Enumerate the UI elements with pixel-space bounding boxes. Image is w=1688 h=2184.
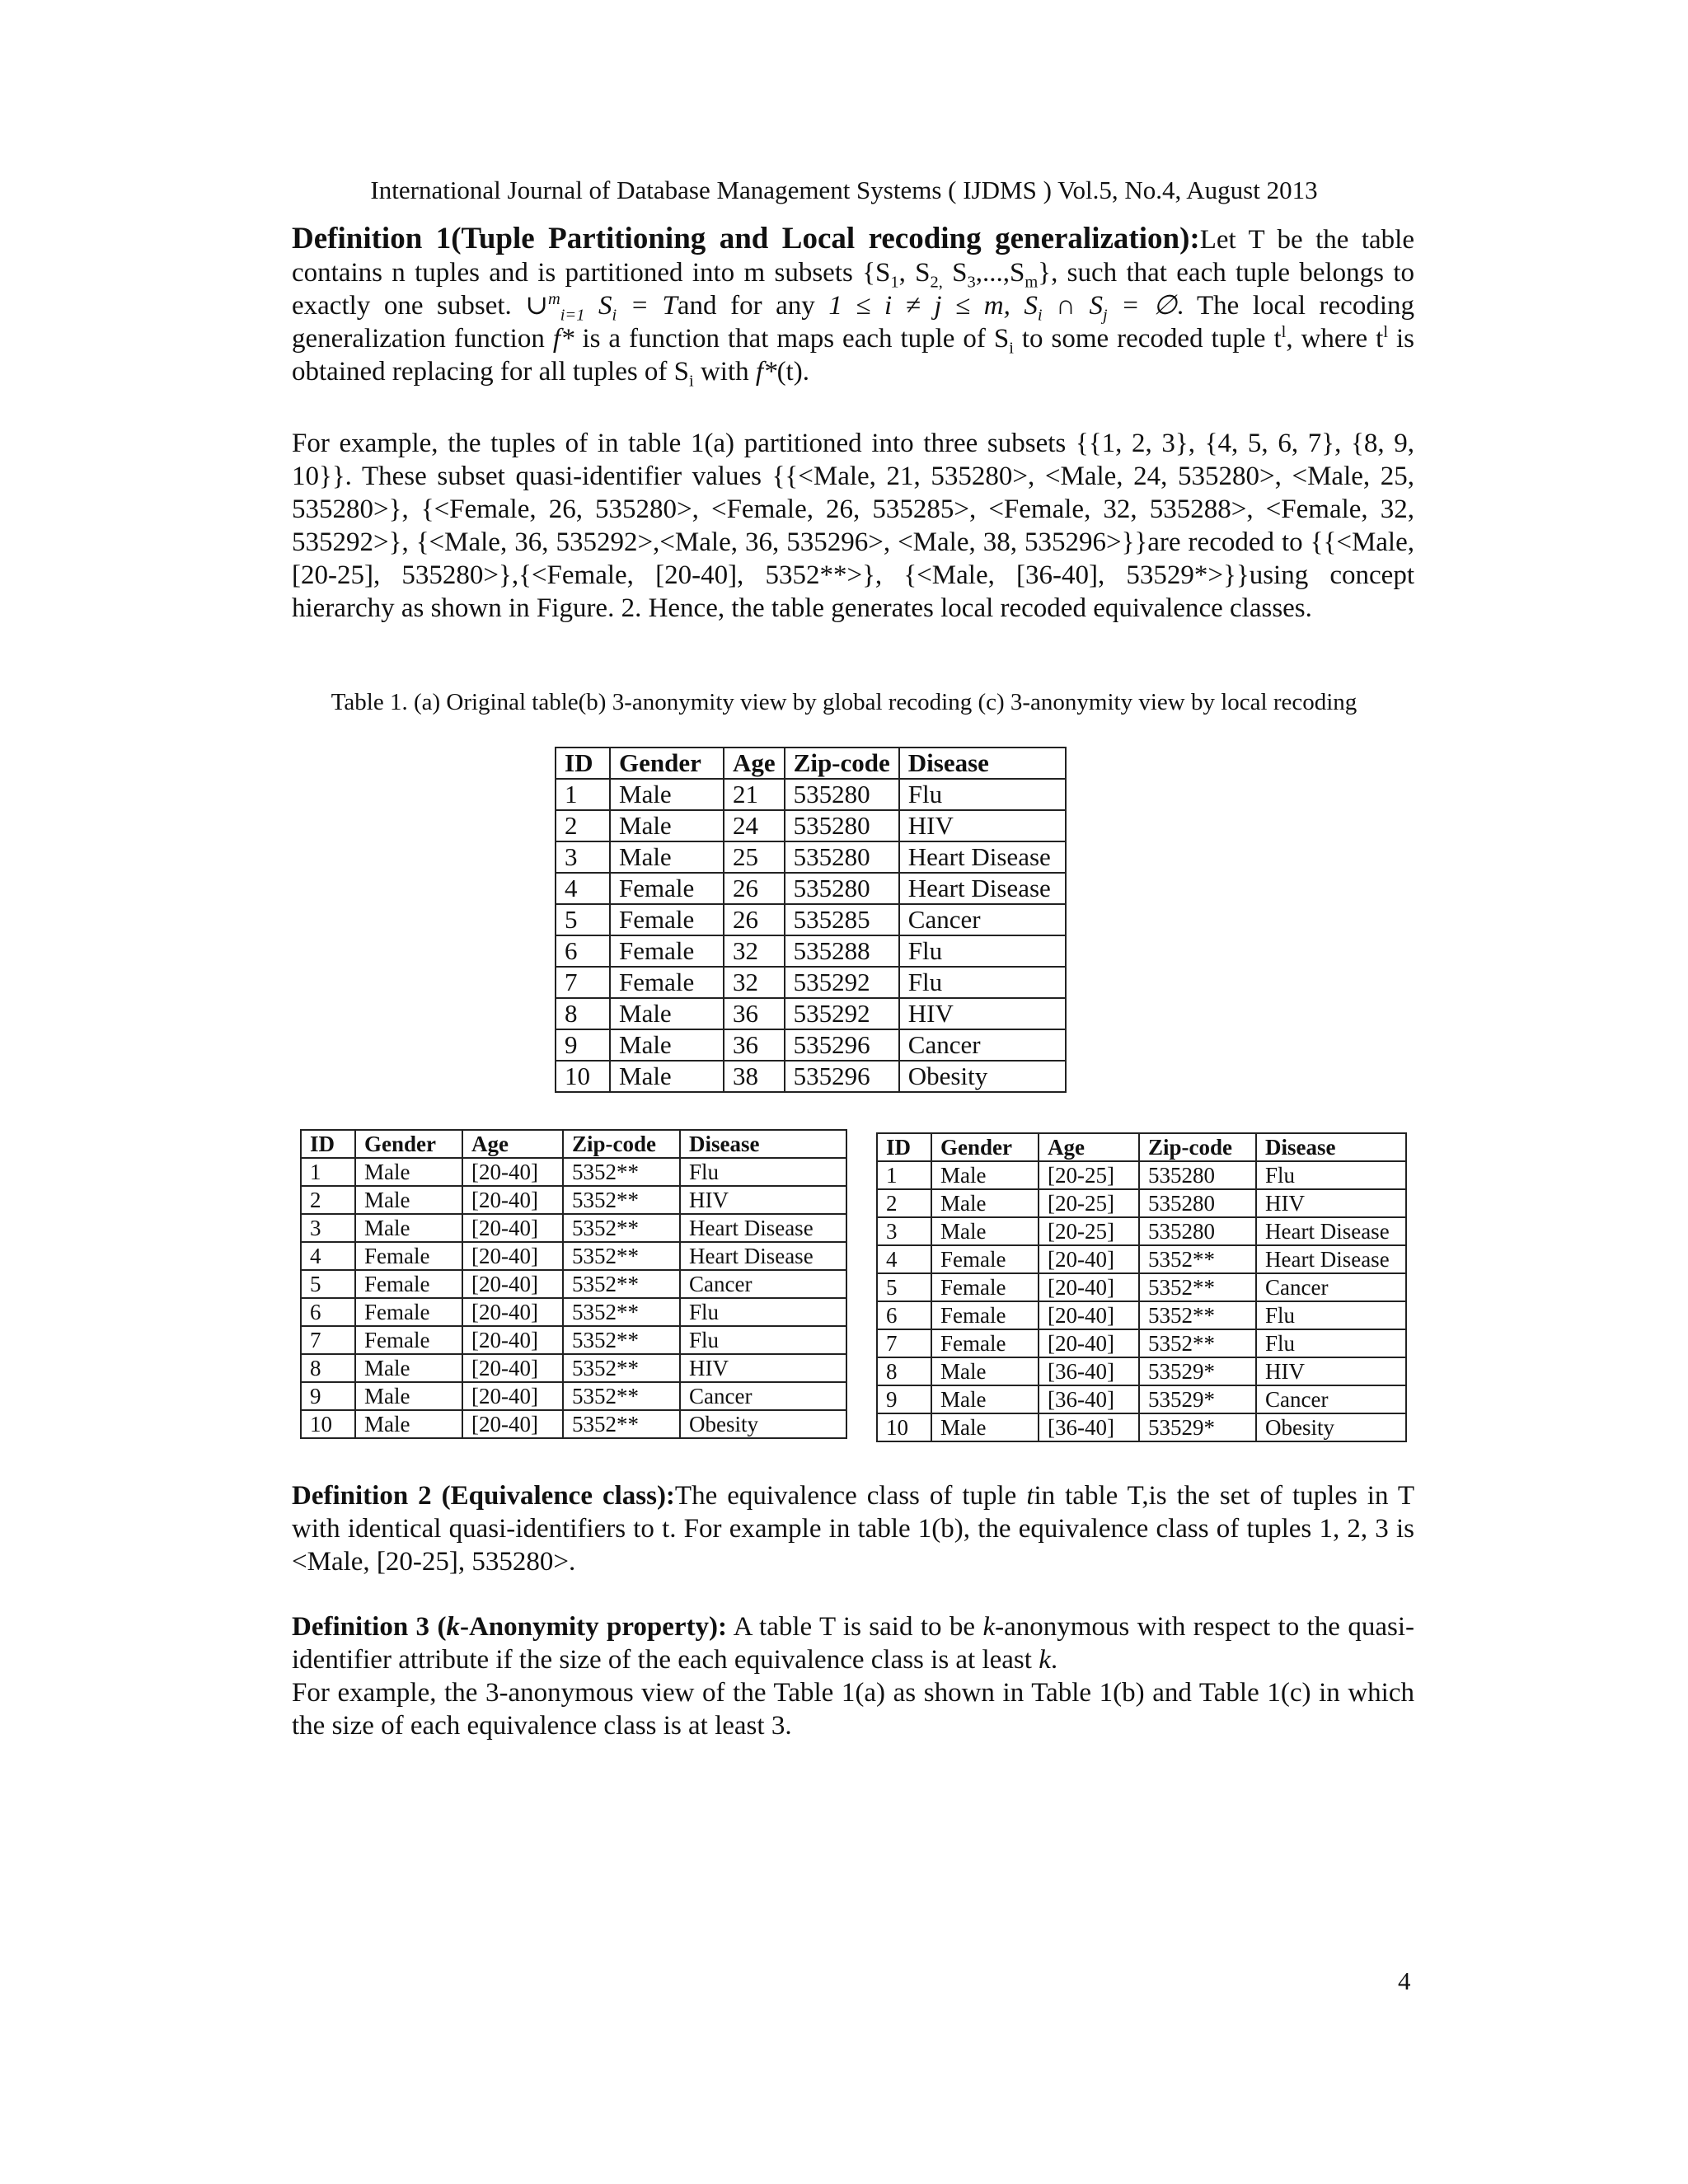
table-cell: [36-40] bbox=[1039, 1413, 1139, 1441]
table-row bbox=[877, 1329, 1406, 1357]
table-cell: [20-40] bbox=[462, 1214, 563, 1242]
table-cell: Female bbox=[931, 1273, 1039, 1301]
definition-3 bbox=[292, 1610, 1414, 1742]
table-row bbox=[301, 1186, 846, 1214]
table-row bbox=[301, 1214, 846, 1242]
table-cell: 53529* bbox=[1139, 1413, 1256, 1441]
table-row bbox=[301, 1382, 846, 1410]
table-cell: Female bbox=[355, 1298, 462, 1326]
table-cell: 4 bbox=[877, 1245, 931, 1273]
table-row bbox=[556, 967, 1066, 998]
table-cell: 3 bbox=[877, 1217, 931, 1245]
table-cell: 25 bbox=[724, 841, 785, 873]
table-cell: 535280 bbox=[1139, 1161, 1256, 1189]
table-cell: Cancer bbox=[680, 1270, 846, 1298]
table-cell: Female bbox=[931, 1329, 1039, 1357]
table-cell: HIV bbox=[899, 810, 1066, 841]
table-header-row bbox=[301, 1130, 846, 1158]
table-cell: Male bbox=[931, 1217, 1039, 1245]
table-cell: [20-40] bbox=[462, 1298, 563, 1326]
table-row bbox=[301, 1298, 846, 1326]
table-original bbox=[555, 747, 1067, 1093]
column-header: ID bbox=[877, 1133, 931, 1161]
table-cell: 535280 bbox=[785, 873, 899, 904]
table-cell: HIV bbox=[1256, 1357, 1406, 1385]
table-cell: 535280 bbox=[1139, 1189, 1256, 1217]
column-header: Zip-code bbox=[1139, 1133, 1256, 1161]
table-cell: Male bbox=[610, 1029, 724, 1061]
table-cell: Male bbox=[355, 1158, 462, 1186]
table-row bbox=[877, 1217, 1406, 1245]
table-cell: 1 bbox=[556, 779, 610, 810]
table-cell: 5352** bbox=[563, 1242, 680, 1270]
table-cell: [36-40] bbox=[1039, 1357, 1139, 1385]
table-cell: Flu bbox=[680, 1298, 846, 1326]
table-cell: 5352** bbox=[563, 1214, 680, 1242]
definition-2 bbox=[292, 1479, 1414, 1578]
table-cell: [20-40] bbox=[1039, 1273, 1139, 1301]
table-cell: 1 bbox=[301, 1158, 355, 1186]
table-cell: Female bbox=[355, 1270, 462, 1298]
table-cell: 535292 bbox=[785, 967, 899, 998]
text: A table T is said to be bbox=[727, 1612, 983, 1642]
table-cell: Cancer bbox=[899, 1029, 1066, 1061]
table-cell: Heart Disease bbox=[899, 841, 1066, 873]
table-cell: Male bbox=[355, 1410, 462, 1438]
text: . The local recoding generalization function bbox=[292, 291, 1414, 354]
variable: k bbox=[446, 1612, 460, 1642]
table-cell: Heart Disease bbox=[680, 1242, 846, 1270]
table-cell: 24 bbox=[724, 810, 785, 841]
table-cell: Male bbox=[931, 1413, 1039, 1441]
table-row bbox=[556, 1061, 1066, 1092]
column-header: Gender bbox=[610, 748, 724, 779]
table-cell: Female bbox=[355, 1242, 462, 1270]
union-formula bbox=[525, 290, 678, 325]
table-cell: 7 bbox=[877, 1329, 931, 1357]
column-header: Disease bbox=[899, 748, 1066, 779]
table-cell: Female bbox=[610, 904, 724, 935]
table-cell: 6 bbox=[556, 935, 610, 967]
text: to some recoded tuple t bbox=[1013, 324, 1282, 354]
table-row bbox=[556, 904, 1066, 935]
table-cell: Male bbox=[931, 1385, 1039, 1413]
table-cell: 32 bbox=[724, 935, 785, 967]
table-cell: Male bbox=[931, 1161, 1039, 1189]
subscript: i bbox=[689, 372, 694, 391]
subscript: 2, bbox=[930, 273, 943, 292]
table-cell: 535296 bbox=[785, 1029, 899, 1061]
table-cell: Female bbox=[610, 873, 724, 904]
table-cell: 535296 bbox=[785, 1061, 899, 1092]
table-cell: 535288 bbox=[785, 935, 899, 967]
table-cell: Female bbox=[355, 1326, 462, 1354]
subscript: i bbox=[1037, 306, 1043, 325]
table-cell: [20-40] bbox=[462, 1270, 563, 1298]
table-cell: [36-40] bbox=[1039, 1385, 1139, 1413]
variable: t bbox=[1026, 1481, 1034, 1511]
table-cell: Flu bbox=[680, 1326, 846, 1354]
table-cell: 53529* bbox=[1139, 1357, 1256, 1385]
table-cell: 7 bbox=[301, 1326, 355, 1354]
table-cell: HIV bbox=[899, 998, 1066, 1029]
text: -Anonymity property): bbox=[459, 1612, 728, 1642]
text: . bbox=[1050, 1645, 1058, 1675]
table-cell: [20-40] bbox=[1039, 1301, 1139, 1329]
function-symbol: f* bbox=[552, 324, 574, 354]
superscript: l bbox=[1281, 323, 1287, 341]
table-cell: HIV bbox=[1256, 1189, 1406, 1217]
table-cell: 5352** bbox=[1139, 1273, 1256, 1301]
table-cell: [20-25] bbox=[1039, 1189, 1139, 1217]
table-cell: [20-40] bbox=[462, 1326, 563, 1354]
text: and for any bbox=[677, 291, 829, 321]
table-row bbox=[556, 779, 1066, 810]
table-cell: Cancer bbox=[1256, 1385, 1406, 1413]
definition-3-term bbox=[292, 1612, 727, 1642]
table-cell: Obesity bbox=[899, 1061, 1066, 1092]
table-row bbox=[877, 1161, 1406, 1189]
text: , S bbox=[898, 258, 931, 288]
superscript: m bbox=[547, 290, 560, 308]
journal-header: International Journal of Database Management Systems ( IJDMS ) Vol.5, No.4, August 2013 bbox=[370, 176, 1318, 204]
table-cell: 5352** bbox=[1139, 1245, 1256, 1273]
table-cell: 6 bbox=[877, 1301, 931, 1329]
subscript: 1 bbox=[890, 273, 899, 292]
table-row bbox=[877, 1413, 1406, 1441]
table-cell: 9 bbox=[556, 1029, 610, 1061]
text: (t). bbox=[776, 357, 809, 387]
text: The equivalence class of tuple bbox=[674, 1481, 1027, 1511]
table-cell: Male bbox=[355, 1354, 462, 1382]
table-cell: Male bbox=[610, 810, 724, 841]
table-row bbox=[877, 1357, 1406, 1385]
text: 1 ≤ i ≠ j ≤ m, S bbox=[828, 291, 1038, 321]
table-cell: 8 bbox=[556, 998, 610, 1029]
table-cell: 10 bbox=[877, 1413, 931, 1441]
table-cell: Male bbox=[610, 841, 724, 873]
table-cell: Flu bbox=[680, 1158, 846, 1186]
definition-1 bbox=[292, 222, 1414, 391]
table-row bbox=[877, 1301, 1406, 1329]
table-row bbox=[556, 935, 1066, 967]
table-cell: 8 bbox=[877, 1357, 931, 1385]
text: Definition 3 ( bbox=[292, 1612, 447, 1642]
table-cell: 36 bbox=[724, 998, 785, 1029]
superscript: l bbox=[1383, 323, 1389, 341]
subscript: 3 bbox=[967, 273, 976, 292]
table-cell: Flu bbox=[899, 779, 1066, 810]
table-cell: [20-40] bbox=[462, 1186, 563, 1214]
text: S bbox=[942, 258, 968, 288]
example-paragraph bbox=[292, 427, 1414, 625]
table-cell: 10 bbox=[556, 1061, 610, 1092]
table-row bbox=[301, 1158, 846, 1186]
table-row bbox=[301, 1270, 846, 1298]
column-header: ID bbox=[301, 1130, 355, 1158]
column-header: Age bbox=[1039, 1133, 1139, 1161]
table-cell: [20-40] bbox=[462, 1410, 563, 1438]
table-cell: Male bbox=[355, 1214, 462, 1242]
text: is a function that maps each tuple of S bbox=[574, 324, 1010, 354]
text: ,...,S bbox=[975, 258, 1025, 288]
table-header-row bbox=[877, 1133, 1406, 1161]
table-cell: HIV bbox=[680, 1186, 846, 1214]
column-header: ID bbox=[556, 748, 610, 779]
column-header: Zip-code bbox=[563, 1130, 680, 1158]
text: Let T be the table contains n tuples and is partitioned into m subsets {S bbox=[292, 225, 1414, 288]
table-row bbox=[556, 1029, 1066, 1061]
column-header: Zip-code bbox=[785, 748, 899, 779]
table-row bbox=[301, 1410, 846, 1438]
table-row bbox=[556, 998, 1066, 1029]
function-symbol: f* bbox=[755, 357, 777, 387]
table-cell: Cancer bbox=[1256, 1273, 1406, 1301]
table-cell: [20-40] bbox=[462, 1382, 563, 1410]
table-cell: 9 bbox=[301, 1382, 355, 1410]
table-cell: [20-40] bbox=[1039, 1329, 1139, 1357]
table-caption: Table 1. (a) Original table(b) 3-anonymity view by global recoding (c) 3-anonymity view by local recoding bbox=[331, 689, 1357, 715]
table-cell: 5352** bbox=[563, 1158, 680, 1186]
table-cell: 535280 bbox=[785, 779, 899, 810]
table-cell: 21 bbox=[724, 779, 785, 810]
table-row bbox=[301, 1354, 846, 1382]
table-cell: 5352** bbox=[563, 1186, 680, 1214]
table-cell: 10 bbox=[301, 1410, 355, 1438]
text: with bbox=[693, 357, 756, 387]
table-cell: 5352** bbox=[1139, 1329, 1256, 1357]
table-cell: 36 bbox=[724, 1029, 785, 1061]
table-cell: [20-25] bbox=[1039, 1217, 1139, 1245]
table-cell: 2 bbox=[877, 1189, 931, 1217]
subscript: i bbox=[612, 306, 617, 325]
text: in table T,is the set of tuples in T with identical quasi-identifiers to t. For example in table 1(b), the equivalence class of tuples 1, 2, 3 is <Male, [20-25], 535280>. bbox=[292, 1481, 1414, 1577]
table-cell: 3 bbox=[301, 1214, 355, 1242]
table-cell: 6 bbox=[301, 1298, 355, 1326]
table-cell: 53529* bbox=[1139, 1385, 1256, 1413]
table-cell: 38 bbox=[724, 1061, 785, 1092]
table-cell: 4 bbox=[301, 1242, 355, 1270]
subscript: i bbox=[1009, 339, 1014, 358]
table-cell: Male bbox=[610, 779, 724, 810]
table-cell: 1 bbox=[877, 1161, 931, 1189]
column-header: Disease bbox=[1256, 1133, 1406, 1161]
table-cell: 5 bbox=[556, 904, 610, 935]
table-cell: [20-25] bbox=[1039, 1161, 1139, 1189]
table-row bbox=[877, 1245, 1406, 1273]
table-cell: Obesity bbox=[1256, 1413, 1406, 1441]
table-cell: Heart Disease bbox=[899, 873, 1066, 904]
table-cell: Male bbox=[610, 998, 724, 1029]
table-cell: 7 bbox=[556, 967, 610, 998]
column-header: Age bbox=[724, 748, 785, 779]
table-cell: Male bbox=[931, 1189, 1039, 1217]
table-cell: 8 bbox=[301, 1354, 355, 1382]
subscript: j bbox=[1103, 306, 1108, 325]
text: = T bbox=[617, 291, 678, 321]
variable: k bbox=[1039, 1645, 1051, 1675]
text: = ∅ bbox=[1107, 291, 1177, 321]
subscript: i=1 bbox=[560, 306, 585, 325]
table-cell: [20-40] bbox=[1039, 1245, 1139, 1273]
table-row bbox=[301, 1242, 846, 1270]
table-cell: 26 bbox=[724, 904, 785, 935]
table-cell: Cancer bbox=[899, 904, 1066, 935]
table-cell: 535280 bbox=[785, 810, 899, 841]
table-cell: 5352** bbox=[563, 1326, 680, 1354]
table-cell: [20-40] bbox=[462, 1354, 563, 1382]
table-cell: Female bbox=[931, 1245, 1039, 1273]
table-cell: 2 bbox=[556, 810, 610, 841]
text: S bbox=[584, 291, 612, 321]
table-cell: Flu bbox=[1256, 1161, 1406, 1189]
table-cell: 32 bbox=[724, 967, 785, 998]
definition-3-example: For example, the 3-anonymous view of the Table 1(a) as shown in Table 1(b) and Table 1(c) in which the size of each equivalence class is at least 3. bbox=[292, 1678, 1414, 1741]
table-cell: Flu bbox=[1256, 1301, 1406, 1329]
table-cell: HIV bbox=[680, 1354, 846, 1382]
variable: k bbox=[982, 1612, 996, 1642]
table-cell: 5 bbox=[301, 1270, 355, 1298]
table-row bbox=[877, 1189, 1406, 1217]
table-cell: Male bbox=[931, 1357, 1039, 1385]
text: is obtained replacing for all tuples of S bbox=[292, 324, 1414, 387]
column-header: Gender bbox=[355, 1130, 462, 1158]
table-cell: Heart Disease bbox=[1256, 1217, 1406, 1245]
table-cell: Heart Disease bbox=[1256, 1245, 1406, 1273]
table-cell: 26 bbox=[724, 873, 785, 904]
table-cell: Flu bbox=[1256, 1329, 1406, 1357]
table-cell: Cancer bbox=[680, 1382, 846, 1410]
table-cell: 9 bbox=[877, 1385, 931, 1413]
condition-formula bbox=[828, 291, 1177, 325]
union-symbol: ∪ bbox=[525, 291, 548, 321]
table-row bbox=[556, 841, 1066, 873]
table-cell: 5352** bbox=[563, 1270, 680, 1298]
table-cell: Male bbox=[610, 1061, 724, 1092]
table-cell: 3 bbox=[556, 841, 610, 873]
table-row bbox=[877, 1273, 1406, 1301]
table-cell: 535292 bbox=[785, 998, 899, 1029]
table-cell: Male bbox=[355, 1186, 462, 1214]
column-header: Disease bbox=[680, 1130, 846, 1158]
table-row bbox=[877, 1385, 1406, 1413]
table-cell: 4 bbox=[556, 873, 610, 904]
table-cell: Female bbox=[931, 1301, 1039, 1329]
example-text: For example, the tuples of in table 1(a) partitioned into three subsets {{1, 2, 3}, {4, 5, 6, 7}, {8, 9, 10}}. These subset quasi-identifier values {{<Male, 21, 535280>, <Male, 24, 535280>, <Male, 25, 535280>}, {<Female, 26, 535280>, <Female, 26, 535285>, <Female, 32, 535288>, <Female, 32, 535292>}, {<Male, 36, 535292>,<Male, 36, 535296>, <Male, 38, 535296>}}are recoded to {{<Male, [20-25], 535280>},{<Female, [20-40], 5352**>}, {<Male, [36-40], 53529*>}}using concept hierarchy as shown in Figure. 2. Hence, the table generates local recoded equivalence classes. bbox=[292, 429, 1414, 623]
table-cell: Flu bbox=[899, 935, 1066, 967]
table-cell: Female bbox=[610, 967, 724, 998]
column-header: Gender bbox=[931, 1133, 1039, 1161]
table-cell: 2 bbox=[301, 1186, 355, 1214]
page-number: 4 bbox=[1398, 1966, 1411, 1995]
table-row bbox=[301, 1326, 846, 1354]
table-cell: 5352** bbox=[563, 1354, 680, 1382]
table-cell: 535285 bbox=[785, 904, 899, 935]
table-cell: 5352** bbox=[563, 1410, 680, 1438]
definition-1-term: Definition 1(Tuple Partitioning and Local recoding generalization): bbox=[292, 222, 1200, 255]
table-cell: 535280 bbox=[785, 841, 899, 873]
text: ∩ S bbox=[1042, 291, 1104, 321]
table-row bbox=[556, 810, 1066, 841]
table-cell: Heart Disease bbox=[680, 1214, 846, 1242]
table-cell: 5352** bbox=[563, 1382, 680, 1410]
text: -anonymous with respect to the quasi-identifier attribute if the size of the each equivalence class is at least bbox=[292, 1612, 1414, 1675]
table-cell: Obesity bbox=[680, 1410, 846, 1438]
table-cell: Male bbox=[355, 1382, 462, 1410]
table-cell: Female bbox=[610, 935, 724, 967]
table-local-recoding bbox=[876, 1132, 1407, 1442]
table-cell: 5 bbox=[877, 1273, 931, 1301]
subscript: m bbox=[1025, 273, 1039, 292]
table-row bbox=[556, 873, 1066, 904]
table-cell: [20-40] bbox=[462, 1242, 563, 1270]
definition-2-term: Definition 2 (Equivalence class): bbox=[292, 1481, 675, 1511]
text: }, such that each tuple belongs to exactly one subset. bbox=[292, 258, 1414, 321]
table-cell: [20-40] bbox=[462, 1158, 563, 1186]
table-cell: 535280 bbox=[1139, 1217, 1256, 1245]
table-global-recoding bbox=[300, 1129, 847, 1439]
text: , where t bbox=[1286, 324, 1384, 354]
table-cell: 5352** bbox=[1139, 1301, 1256, 1329]
table-cell: 5352** bbox=[563, 1298, 680, 1326]
column-header: Age bbox=[462, 1130, 563, 1158]
table-header-row bbox=[556, 748, 1066, 779]
table-cell: Flu bbox=[899, 967, 1066, 998]
